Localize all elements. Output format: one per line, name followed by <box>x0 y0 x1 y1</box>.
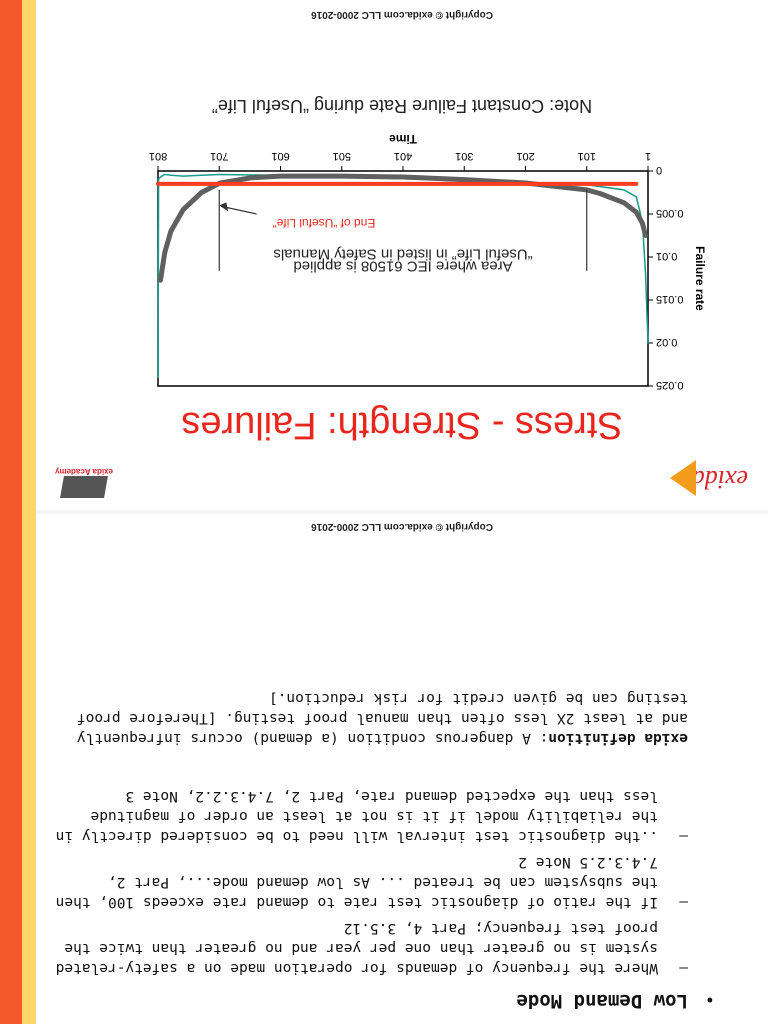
x-tick-label: 201 <box>516 150 535 162</box>
x-tick-label: 601 <box>271 150 290 162</box>
x-tick-label: 301 <box>455 150 474 162</box>
x-tick-label: 1 <box>644 150 652 162</box>
x-tick-label: 801 <box>148 150 168 162</box>
logo-triangle-icon <box>670 460 696 496</box>
heading-bullet: • <box>706 990 713 1010</box>
list-dash: – <box>679 828 688 844</box>
x-tick-label: 501 <box>332 150 351 162</box>
list-item-text: ..the diagnostic test interval will need to be considered directly in the reliability model if it is not at least an order of magnitude less than the expected demand rate, Part 2, 7.4.3.2.2, Note 3 <box>55 788 658 844</box>
chart-note: Note: Constant Failure Rate during “Useful Life” <box>211 96 593 116</box>
exida-logo <box>644 458 754 498</box>
list-dash: – <box>679 894 688 910</box>
annotation-area-line1: Area where IEC 61508 is applied <box>293 257 513 275</box>
exida-definition-label: exida definition <box>548 730 688 746</box>
x-tick-label: 401 <box>393 150 413 162</box>
definition-list <box>48 780 688 978</box>
side-bar-yellow <box>22 0 36 1024</box>
y-tick-label: 0.01 <box>656 250 678 262</box>
side-bar-orange <box>0 0 22 1024</box>
annotation-end-useful-life: End of “Useful Life” <box>272 216 376 231</box>
x-tick-label: 101 <box>577 150 596 162</box>
y-tick-label: 0.015 <box>656 293 684 305</box>
y-tick-label: 0.025 <box>656 379 684 391</box>
text-slide <box>36 512 768 1024</box>
list-item-text: Where the frequency of demands for operation made on a safety-related system is no greater than one per year and no greater than twice the proof test frequency; Part 4, 3.5.12 <box>55 920 658 976</box>
y-tick-label: 0.005 <box>656 207 684 219</box>
exida-definition-text: : A dangerous condition (a demand) occurs infrequently and at least 2X less often than manual proof testing. [Therefore proof testing can be given credit for risk reduction.] <box>76 690 688 746</box>
list-item-text: If the ratio of diagnostic test rate to demand rate exceeds 100, then the subsystem can be treated ... As low demand mode..., Part 2, 7.4.3.2.5 Note 2 <box>55 854 658 910</box>
academy-logo <box>54 448 114 498</box>
exida-definition <box>48 688 688 748</box>
list-item <box>48 786 688 846</box>
exida-logo-text: exida <box>691 465 748 494</box>
chart-slide <box>36 0 768 512</box>
y-tick-label: 0.02 <box>656 336 678 348</box>
list-item <box>48 852 688 912</box>
y-axis-label: Failure rate <box>693 246 707 311</box>
academy-label: exida Academy <box>55 467 113 476</box>
list-dash: – <box>679 960 688 976</box>
graduation-cap-icon <box>60 476 108 498</box>
section-heading: Low Demand Mode <box>516 990 688 1012</box>
slide-title: Stress - Strength: Failures <box>181 404 623 446</box>
copyright-top: Copyright © exida.com LLC 2000-2016 <box>311 521 493 532</box>
x-tick-label: 701 <box>210 150 229 162</box>
failure-rate-chart <box>128 126 708 396</box>
list-item <box>48 918 688 978</box>
annotation-area-line2: “Useful Life” in listed in Safety Manuals <box>273 245 533 263</box>
x-axis-label: Time <box>389 132 417 146</box>
y-tick-label: 0 <box>656 164 663 176</box>
plot-area <box>158 171 648 386</box>
copyright-bottom: Copyright © exida.com LLC 2000-2016 <box>311 9 493 20</box>
